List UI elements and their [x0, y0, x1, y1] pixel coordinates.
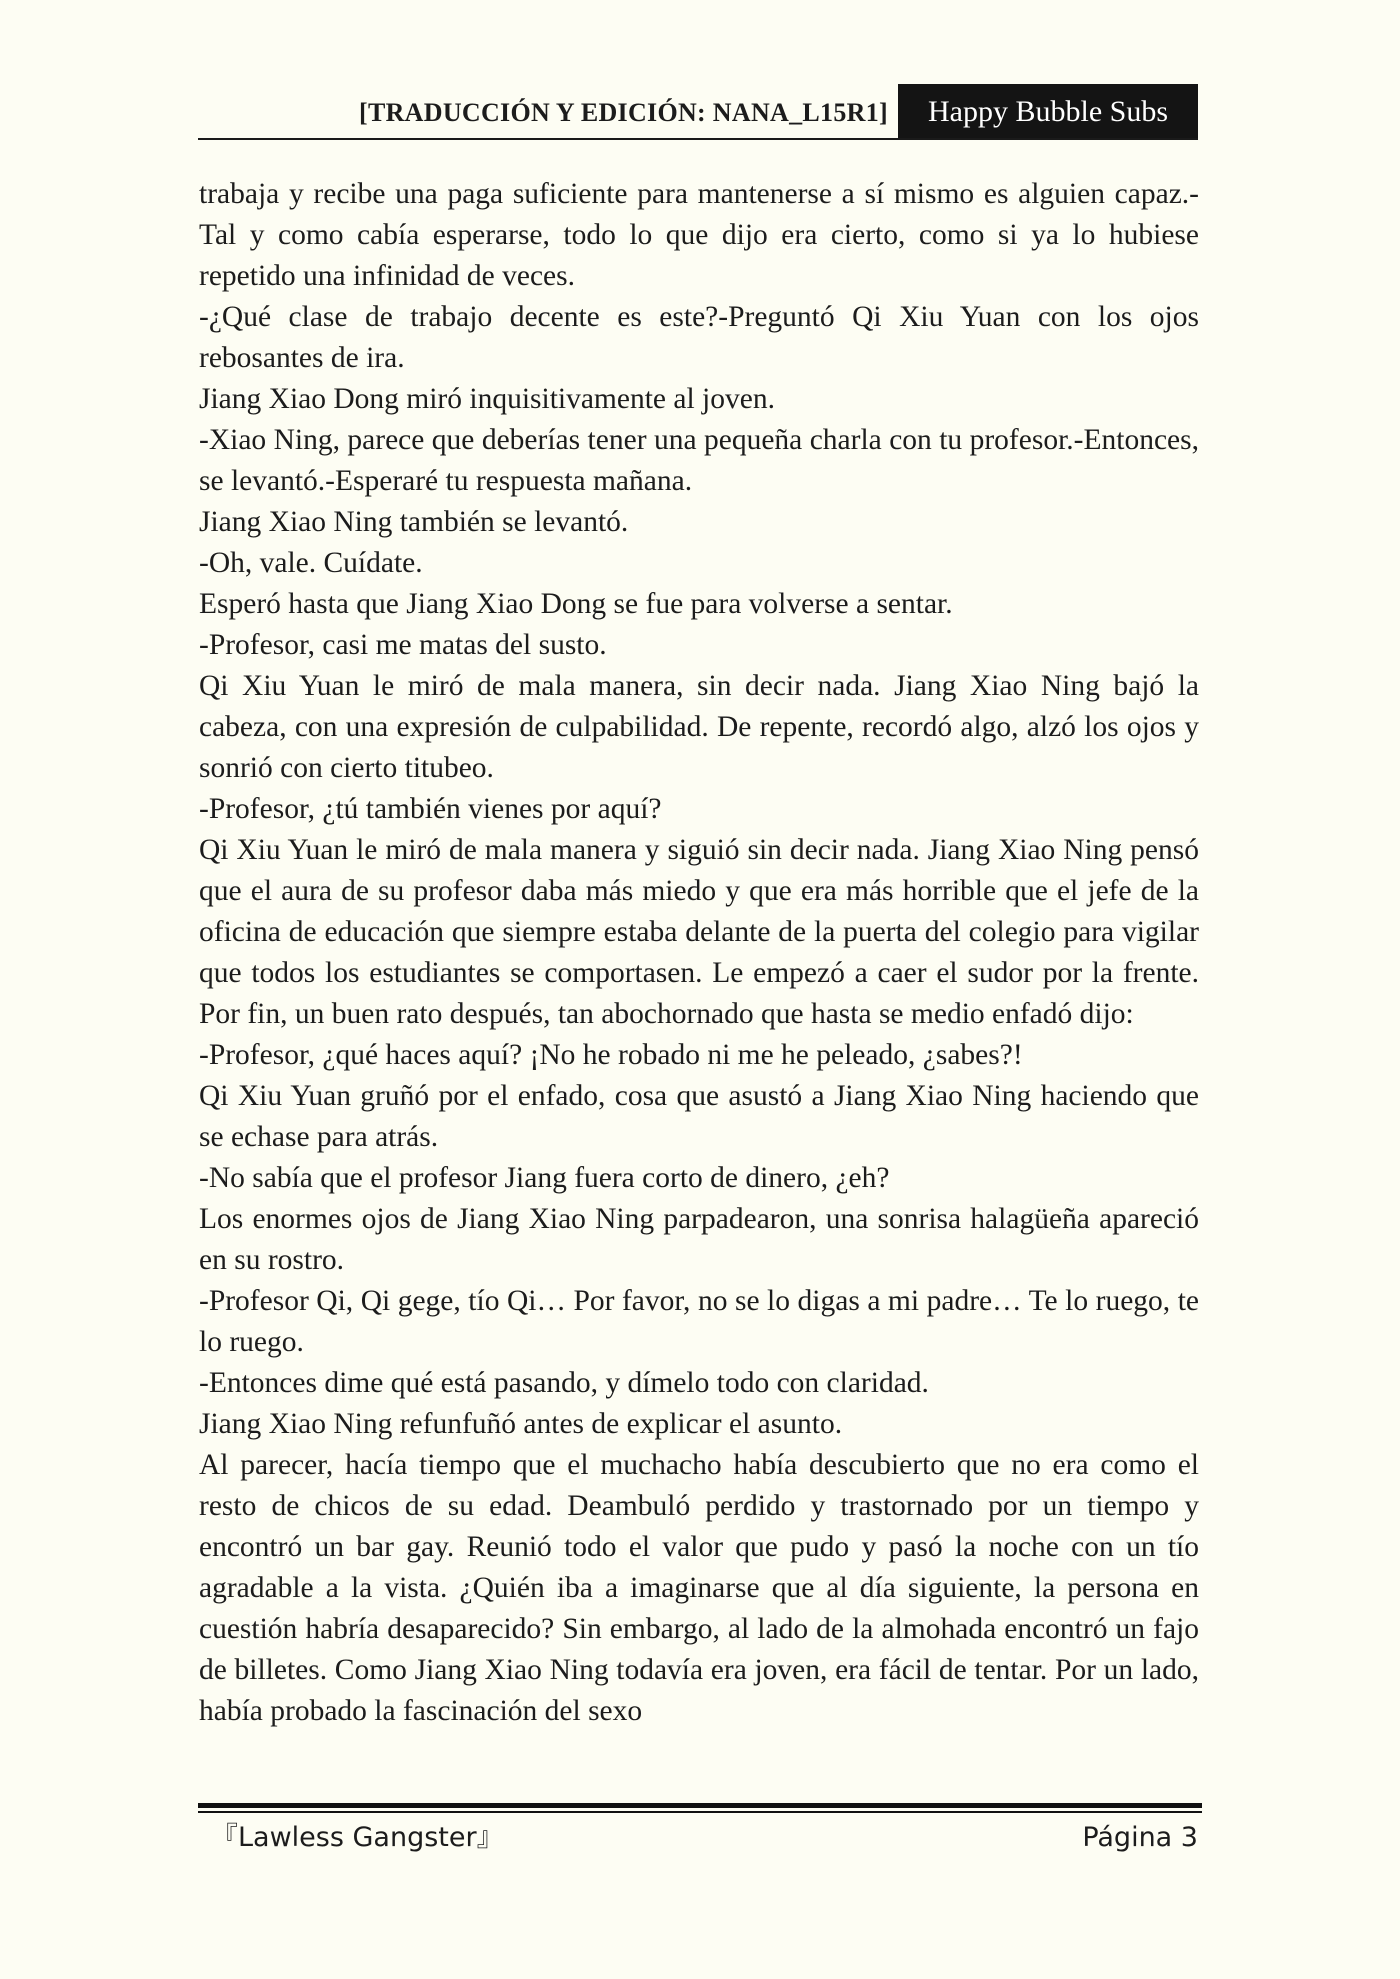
paragraph: Al parecer, hacía tiempo que el muchacho había descubierto que no era como el resto de chicos de su edad. Deambuló perdido y trastornado por un tiempo y encontró un bar gay. Reunió todo el valor que pudo y pasó la noche con un tío agradable a la vista. ¿Quién iba a imaginarse que al día siguiente, la persona en cuestión habría desaparecido? Sin embargo, al lado de la almohada encontró un fajo de billetes. Como Jiang Xiao Ning todavía era joven, era fácil de tentar. Por un lado, había probado la fascinación del sexo — [199, 1449, 1199, 1727]
paragraph: Esperó hasta que Jiang Xiao Dong se fue para volverse a sentar. — [199, 588, 953, 620]
paragraph: Jiang Xiao Ning también se levantó. — [199, 506, 629, 538]
footer-divider-thin — [198, 1811, 1202, 1813]
paragraph: -Profesor Qi, Qi gege, tío Qi… Por favor, no se lo digas a mi padre… Te lo ruego, te lo ruego. — [199, 1285, 1199, 1358]
paragraph: Qi Xiu Yuan gruñó por el enfado, cosa que asustó a Jiang Xiao Ning haciendo que se echase para atrás. — [199, 1080, 1199, 1153]
translation-credit: [TRADUCCIÓN Y EDICIÓN: NANA_L15R1] — [359, 98, 888, 127]
paragraph: Jiang Xiao Ning refunfuñó antes de explicar el asunto. — [199, 1408, 843, 1440]
paragraph: -Entonces dime qué está pasando, y dímelo todo con claridad. — [199, 1367, 929, 1399]
page-header — [198, 84, 1198, 139]
body-text — [199, 174, 1199, 1732]
header-divider — [198, 138, 1198, 140]
paragraph: Jiang Xiao Dong miró inquisitivamente al joven. — [199, 383, 775, 415]
paragraph: Qi Xiu Yuan le miró de mala manera y siguió sin decir nada. Jiang Xiao Ning pensó que el aura de su profesor daba más miedo y que era más horrible que el jefe de la oficina de educación que siempre estaba delante de la puerta del colegio para vigilar que todos los estudiantes se comportasen. Le empezó a caer el sudor por la frente. Por fin, un buen rato después, tan abochornado que hasta se medio enfadó dijo: — [199, 834, 1199, 1030]
paragraph: -Profesor, casi me matas del susto. — [199, 629, 607, 661]
group-name-badge: Happy Bubble Subs — [898, 84, 1198, 139]
paragraph: -¿Qué clase de trabajo decente es este?-Preguntó Qi Xiu Yuan con los ojos rebosantes de ira. — [199, 301, 1199, 374]
paragraph: Los enormes ojos de Jiang Xiao Ning parpadearon, una sonrisa halagüeña apareció en su rostro. — [199, 1203, 1199, 1276]
paragraph: -No sabía que el profesor Jiang fuera corto de dinero, ¿eh? — [199, 1162, 890, 1194]
paragraph: trabaja y recibe una paga suficiente para mantenerse a sí mismo es alguien capaz.-Tal y como cabía esperarse, todo lo que dijo era cierto, como si ya lo hubiese repetido una infinidad de veces. — [199, 178, 1199, 292]
paragraph: -Profesor, ¿qué haces aquí? ¡No he robado ni me he peleado, ¿sabes?! — [199, 1039, 1023, 1071]
book-title: 『Lawless Gangster』 — [211, 1822, 504, 1853]
paragraph: Qi Xiu Yuan le miró de mala manera, sin decir nada. Jiang Xiao Ning bajó la cabeza, con una expresión de culpabilidad. De repente, recordó algo, alzó los ojos y sonrió con cierto titubeo. — [199, 670, 1199, 784]
paragraph: -Oh, vale. Cuídate. — [199, 547, 423, 579]
paragraph: -Profesor, ¿tú también vienes por aquí? — [199, 793, 662, 825]
paragraph: -Xiao Ning, parece que deberías tener una pequeña charla con tu profesor.-Entonces, se levantó.-Esperaré tu respuesta mañana. — [199, 424, 1199, 497]
page-number: Página 3 — [1082, 1822, 1198, 1853]
footer-divider-thick — [198, 1803, 1202, 1808]
